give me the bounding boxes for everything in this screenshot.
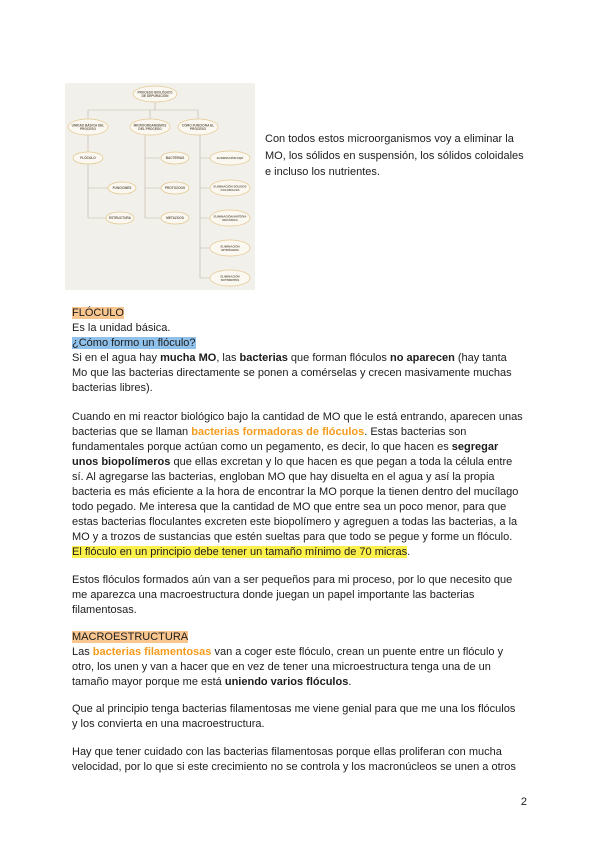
text-line xyxy=(72,321,512,336)
text-segment: . xyxy=(407,546,411,558)
diagram-node-eliminacion-nitrogeno xyxy=(210,240,250,256)
paragraph-floculo xyxy=(72,306,512,396)
text-line xyxy=(72,351,512,366)
text-line xyxy=(72,455,523,470)
diagram-node-funciones xyxy=(108,182,136,194)
question-highlight: ¿Cómo formo un flóculo? xyxy=(72,337,196,349)
diagram-node-unidad-basica xyxy=(68,119,108,135)
node-label: ORGÁNICA xyxy=(222,218,238,222)
node-label: BACTERIAS xyxy=(165,156,185,161)
bold-text: segregar xyxy=(451,441,499,453)
text-line xyxy=(72,470,523,485)
diagram-node-root xyxy=(133,86,177,102)
text-line: MO, los sólidos en suspensión, los sólidos coloidales xyxy=(265,149,524,162)
text-segment: MO y a trozos de sustancias que estén sueltas para que todo se pegue y forme un flóculo. xyxy=(72,531,513,543)
text-segment: que forman flóculos xyxy=(287,352,390,364)
bold-text: bacterias xyxy=(239,352,288,364)
section-heading-floculo: FLÓCULO xyxy=(72,307,124,319)
text-segment: Hay que tener cuidado con las bacterias filamentosas porque ellas proliferan con mucha xyxy=(72,746,502,758)
text-line xyxy=(72,717,515,732)
orange-bold-text: bacterias filamentosas xyxy=(92,646,212,658)
paragraph-floculos-pequenos xyxy=(72,573,512,618)
text-line xyxy=(72,366,512,381)
diagram-node-eliminacion-materia xyxy=(210,210,250,226)
node-label: FLÓCULO xyxy=(80,156,96,161)
node-label: PROCESO BIOLÓGICO xyxy=(137,90,173,95)
node-label: METAZOOS xyxy=(166,216,184,221)
text-segment: y los convierta en una macroestructura. xyxy=(72,718,265,730)
text-line: e incluso los nutrientes. xyxy=(265,166,380,178)
text-line xyxy=(72,675,503,690)
text-segment: tamaño mayor porque me está xyxy=(72,676,225,688)
process-diagram xyxy=(65,83,255,290)
node-label: PROCESO xyxy=(80,127,96,132)
text-segment: . xyxy=(348,676,352,688)
node-label: FUNCIONES xyxy=(112,186,132,191)
node-label: ELIMINACIÓN xyxy=(220,274,240,279)
text-line xyxy=(72,440,523,455)
node-label: MICROORGANISMOS xyxy=(133,123,167,128)
text-segment: otro, los unen y van a hacer que en vez de tener una microestructura tenga una de un xyxy=(72,661,491,673)
diagram-node-eliminacion-nutrientes xyxy=(210,270,250,286)
diagram-node-metazoos xyxy=(161,212,189,224)
node-label: CÓMO FUNCIONA EL xyxy=(181,123,215,128)
text-segment: Es la unidad básica. xyxy=(72,322,171,334)
text-line xyxy=(72,760,516,775)
section-heading-macroestructura: MACROESTRUCTURA xyxy=(72,631,189,643)
page-number: 2 xyxy=(520,796,527,808)
diagram-node-protozoos xyxy=(161,182,189,194)
node-label: ELIMINACIÓN xyxy=(220,244,240,249)
text-line xyxy=(72,645,503,660)
diagram-node-floculo xyxy=(73,152,103,164)
text-line xyxy=(72,530,523,545)
text-segment: bacterias que se llaman xyxy=(72,426,192,438)
node-label: NUTRIENTES xyxy=(220,278,240,282)
diagram-node-estructura xyxy=(106,212,134,224)
text-line xyxy=(72,588,512,603)
text-segment: sí. Al agregarse las bacterias, engloban MO que hay disuelta en el agua y así la propia xyxy=(72,471,495,483)
node-label: COLOIDALES xyxy=(220,188,240,192)
text-line: Con todos estos microorganismos voy a eliminar la xyxy=(265,133,514,145)
diagram-node-como-funciona xyxy=(178,119,218,135)
node-label: UNIDAD BÁSICA DEL xyxy=(71,123,105,128)
orange-bold-text: bacterias formadoras de flóculos xyxy=(191,426,365,438)
text-segment: (hay tanta xyxy=(454,352,507,364)
text-segment: , las xyxy=(216,352,240,364)
text-line xyxy=(72,425,523,440)
text-line xyxy=(72,306,512,321)
node-label: ELIMINACIÓN SÓLIDOS xyxy=(213,184,247,189)
bold-text: no aparecen xyxy=(389,352,455,364)
bold-text: unos biopolímeros xyxy=(72,456,171,468)
text-segment: Estos flóculos formados aún van a ser pequeños para mi proceso, por lo que necesito que xyxy=(72,574,513,586)
text-line xyxy=(72,660,503,675)
text-line xyxy=(72,336,512,351)
paragraph-bacterias-formadoras xyxy=(72,410,523,560)
text-segment: Si en el agua hay xyxy=(72,352,161,364)
text-segment: Que al principio tenga bacterias filamentosas me viene genial para que me una los flóculos xyxy=(72,703,516,715)
yellow-highlight: El flóculo en un principio debe tener un tamaño mínimo de 70 micras xyxy=(72,546,408,558)
paragraph-macroestructura xyxy=(72,630,503,690)
text-segment: bacterias libres). xyxy=(72,382,153,394)
node-label: ESTRUCTURA xyxy=(109,216,131,221)
text-segment: fundamentales porque actúan como un pegamento, es decir, lo que hacen es xyxy=(72,441,452,453)
text-line xyxy=(72,630,503,645)
node-label: ELIMINACIÓN MATERIA xyxy=(213,214,247,219)
text-segment: que ellas excretan y lo que hacen es que pegan a toda la célula entre xyxy=(170,456,513,468)
text-line xyxy=(72,515,523,530)
diagram-node-eliminacion-solidos xyxy=(210,180,250,196)
node-label: NITRÓGENO xyxy=(221,248,239,252)
text-segment: velocidad, por lo que si este crecimiento no se controla y los macronúcleos se unen a otros xyxy=(72,761,516,773)
node-label: PROTOZOOS xyxy=(164,186,186,191)
node-label: ELIMINACIÓN DQO xyxy=(216,156,244,161)
text-segment: Mo que las bacterias directamente se ponen a comérselas y crecen masivamente muchas xyxy=(72,367,512,379)
text-segment: filamentosas. xyxy=(72,604,137,616)
text-segment: todo pegado. Me interesa que la cantidad de MO que entre sea un poco menor, para que xyxy=(72,501,507,513)
node-label: DE DEPURACIÓN xyxy=(141,94,169,99)
text-segment: Cuando en mi reactor biológico bajo la cantidad de MO que le está entrando, aparecen unas xyxy=(72,411,523,423)
text-segment: estas bacterias floculantes excreten este biopolímero y agreguen a todas las bacterias, a la xyxy=(72,516,518,528)
diagram-node-eliminacion-dqo xyxy=(210,151,250,165)
text-line xyxy=(72,745,516,760)
text-segment: me aparezca una macroestructura donde juegan un papel importante las bacterias xyxy=(72,589,475,601)
text-line xyxy=(72,410,523,425)
text-segment: . Estas bacterias son xyxy=(364,426,467,438)
text-line xyxy=(72,702,515,717)
bold-text: mucha MO xyxy=(160,352,217,364)
text-segment: van a coger este flóculo, crean un puente entre un flóculo y xyxy=(211,646,504,658)
diagram-node-bacterias xyxy=(161,152,189,164)
diagram-caption-text xyxy=(265,131,524,181)
text-segment: bacteria es más eficiente a la hora de encontrar la MO porque la tienen dentro del mucílago xyxy=(72,486,519,498)
bold-text: uniendo varios flóculos xyxy=(224,676,349,688)
text-line xyxy=(72,500,523,515)
text-line xyxy=(72,603,512,618)
text-line xyxy=(72,545,523,560)
paragraph-cuidado-filamentosas xyxy=(72,745,516,775)
text-line xyxy=(72,485,523,500)
paragraph-filamentosas-principio xyxy=(72,702,515,732)
text-segment: Las xyxy=(72,646,93,658)
text-line xyxy=(72,573,512,588)
node-label: PROCESO xyxy=(190,127,206,132)
text-line xyxy=(72,381,512,396)
diagram-node-microorganismos xyxy=(130,119,170,135)
node-label: DEL PROCESO xyxy=(138,127,162,132)
